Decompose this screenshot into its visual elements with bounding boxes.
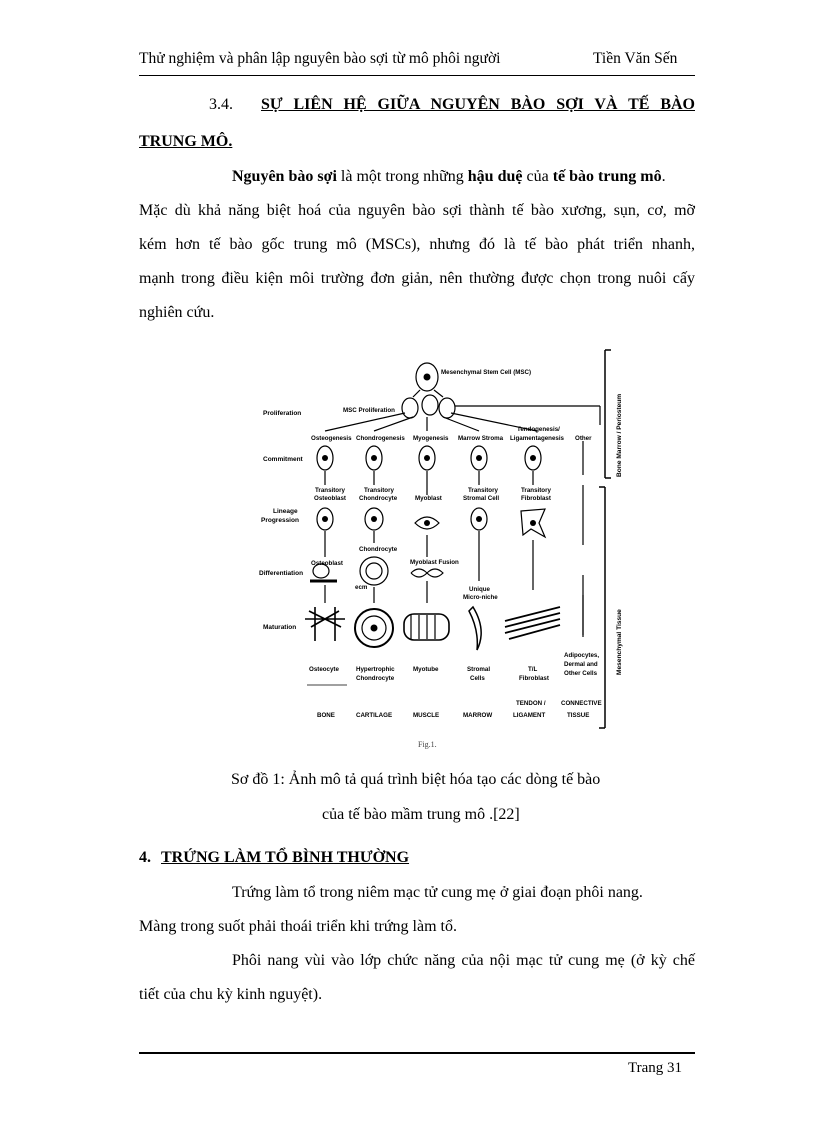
caption-line2: của tế bào mầm trung mô .[22] bbox=[322, 806, 520, 823]
label-msc: Mesenchymal Stem Cell (MSC) bbox=[441, 369, 532, 376]
s4-p1-line2: Màng trong suốt phải thoái triển khi trứng làm tổ. bbox=[139, 918, 457, 935]
text-span: của bbox=[522, 168, 553, 185]
mature-dermal: Dermal and bbox=[564, 661, 598, 668]
branch-myogenesis: Myogenesis bbox=[413, 435, 449, 442]
text-span: là một trong những bbox=[336, 168, 468, 185]
footer-rule bbox=[139, 1052, 695, 1054]
side-label-bone-marrow: Bone Marrow / Periosteum bbox=[616, 393, 623, 477]
mature-cells: Cells bbox=[470, 675, 485, 682]
branch-tendogenesis: Tendogenesis/ bbox=[517, 426, 560, 433]
paragraph-line2: Mặc dù khả năng biệt hoá của nguyên bào sợi thành tế bào xương, sụn, cơ, mỡ bbox=[139, 202, 695, 219]
row-lineage: Lineage bbox=[273, 508, 298, 515]
section4-number: 4. bbox=[139, 849, 151, 866]
term-nguyen-bao-soi: Nguyên bào sợi bbox=[232, 168, 337, 185]
trans4b: Stromal Cell bbox=[463, 495, 500, 502]
tissue-marrow: MARROW bbox=[463, 712, 493, 719]
row-proliferation: Proliferation bbox=[263, 410, 302, 417]
mature-chondrocyte: Chondrocyte bbox=[356, 675, 395, 682]
fig-label: Fig.1. bbox=[418, 740, 437, 749]
s4-p2-line2: tiết của chu kỳ kinh nguyệt). bbox=[139, 986, 323, 1003]
tissue-ligament: LIGAMENT bbox=[513, 712, 546, 719]
section-title-line1: SỰ LIÊN HỆ GIỮA NGUYÊN BÀO SỢI VÀ TẾ BÀO bbox=[261, 96, 695, 113]
side-label-mesenchymal-tissue: Mesenchymal Tissue bbox=[616, 609, 623, 675]
trans3: Myoblast bbox=[415, 495, 442, 502]
mature-tl: T/L bbox=[528, 666, 538, 673]
section-title-line2: TRUNG MÔ. bbox=[139, 133, 233, 150]
mature-stromal: Stromal bbox=[467, 666, 491, 673]
branch-osteogenesis: Osteogenesis bbox=[311, 435, 352, 442]
msc-differentiation-figure bbox=[255, 345, 635, 745]
section4-title: TRỨNG LÀM TỔ BÌNH THƯỜNG bbox=[161, 849, 410, 866]
trans5b: Fibroblast bbox=[521, 495, 551, 502]
mature-adipocytes: Adipocytes, bbox=[564, 652, 600, 659]
s4-p1-line1: Trứng làm tổ trong niêm mạc tử cung mẹ ở giai đoạn phôi nang. bbox=[232, 884, 643, 901]
text-span: . bbox=[661, 168, 666, 185]
paragraph-line3: kém hơn tế bào gốc trung mô (MSCs), nhưng đó là tế bào phát triển nhanh, bbox=[139, 236, 695, 253]
term-te-bao-trung-mo: tế bào trung mô bbox=[552, 168, 662, 185]
paragraph-line4: mạnh trong điều kiện môi trường đơn giản, nên thường được chọn trong nuôi cấy bbox=[139, 270, 695, 287]
paragraph-line5: nghiên cứu. bbox=[139, 304, 215, 321]
branch-other: Other bbox=[575, 435, 592, 442]
branch-ligamentagenesis: Ligamentagenesis bbox=[510, 435, 564, 442]
label-ecm: ecm bbox=[355, 584, 368, 591]
mature-myotube: Myotube bbox=[413, 666, 439, 673]
s4-p2-line1: Phôi nang vùi vào lớp chức năng của nội mạc tử cung mẹ (ở kỳ chế bbox=[232, 952, 695, 969]
tissue-tissue: TISSUE bbox=[567, 712, 590, 719]
mature-other-cells: Other Cells bbox=[564, 670, 598, 677]
header-title: Thử nghiệm và phân lập nguyên bào sợi từ mô phôi người bbox=[139, 50, 501, 67]
label-microniche: Micro-niche bbox=[463, 594, 498, 601]
caption-line1: Sơ đồ 1: Ảnh mô tả quá trình biệt hóa tạo các dòng tế bào bbox=[231, 771, 601, 788]
tissue-bone: BONE bbox=[317, 712, 335, 719]
label-osteoblast: Osteoblast bbox=[311, 560, 343, 567]
tissue-connective: CONNECTIVE bbox=[561, 700, 602, 707]
term-hau-due: hậu duệ bbox=[467, 168, 523, 185]
tissue-cartilage: CARTILAGE bbox=[356, 712, 393, 719]
row-progression: Progression bbox=[261, 517, 299, 524]
label-chondrocyte: Chondrocyte bbox=[359, 546, 398, 553]
row-commitment: Commitment bbox=[263, 456, 303, 463]
label-unique: Unique bbox=[469, 586, 490, 593]
tissue-tendon: TENDON / bbox=[516, 700, 546, 707]
label-myoblast-fusion: Myoblast Fusion bbox=[410, 559, 459, 566]
section-number: 3.4. bbox=[209, 96, 233, 113]
tissue-muscle: MUSCLE bbox=[413, 712, 440, 719]
paragraph-line1 bbox=[232, 160, 695, 194]
mature-fibroblast: Fibroblast bbox=[519, 675, 549, 682]
header-author: Tiền Văn Sến bbox=[593, 50, 678, 67]
row-maturation: Maturation bbox=[263, 624, 297, 631]
trans1b: Osteoblast bbox=[314, 495, 346, 502]
mature-osteocyte: Osteocyte bbox=[309, 666, 339, 673]
row-differentiation: Differentiation bbox=[259, 570, 304, 577]
trans2a: Transitory bbox=[364, 487, 394, 494]
trans4a: Transitory bbox=[468, 487, 498, 494]
trans2b: Chondrocyte bbox=[359, 495, 398, 502]
trans1a: Transitory bbox=[315, 487, 345, 494]
branch-marrow-stroma: Marrow Stroma bbox=[458, 435, 504, 442]
mature-hypertrophic: Hypertrophic bbox=[356, 666, 395, 673]
header-rule bbox=[139, 75, 695, 76]
trans5a: Transitory bbox=[521, 487, 551, 494]
branch-chondrogenesis: Chondrogenesis bbox=[356, 435, 405, 442]
label-msc-proliferation: MSC Proliferation bbox=[343, 407, 395, 414]
page-number: Trang 31 bbox=[628, 1060, 683, 1076]
